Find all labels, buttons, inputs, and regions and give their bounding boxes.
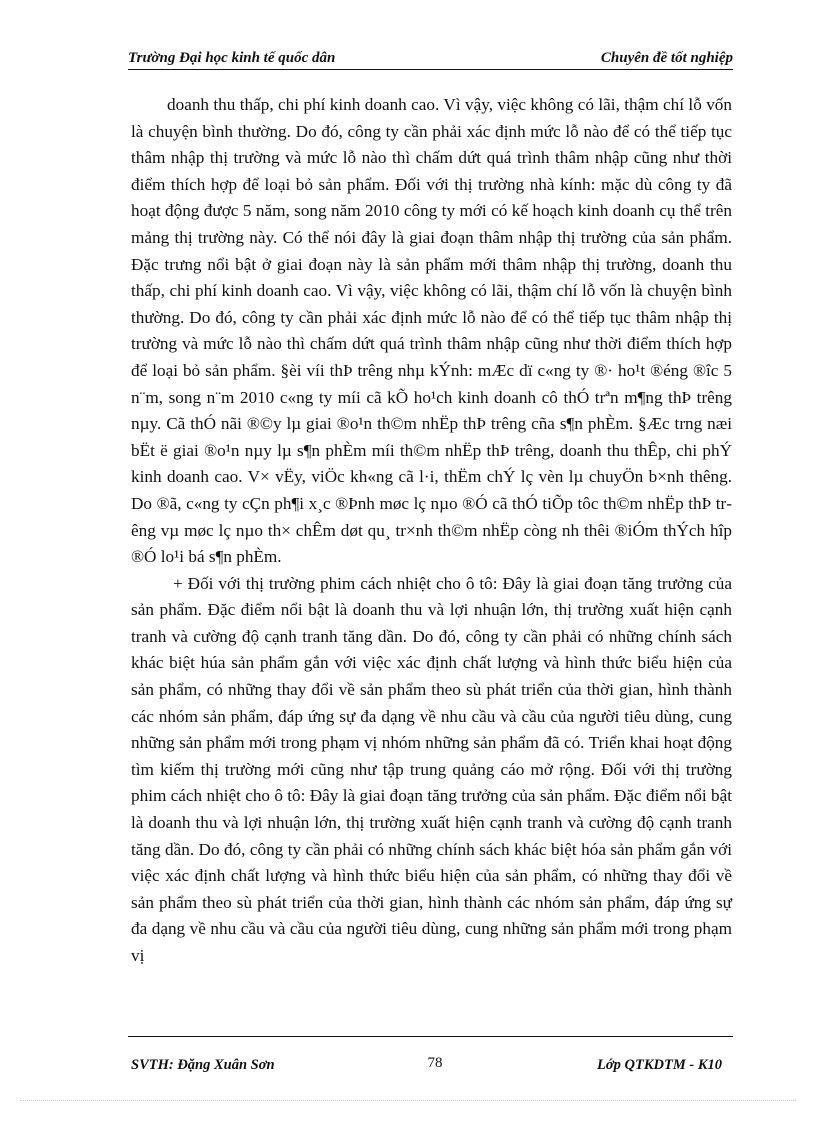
header-doc-type: Chuyên đề tốt nghiệp [600,50,733,66]
page-bottom-divider [20,1100,796,1101]
page-number: 78 [427,1055,443,1071]
page-body [131,92,732,970]
paragraph-2: + Đối với thị trường phim cách nhiệt cho ô tô: Đây là giai đoạn tăng trưởng của sản phẩm. Đặc điểm nổi bật là doanh thu và lợi nhuận lớn, thị trường xuất hiện cạnh tranh và cường độ cạnh tranh tăng dần. Do đó, công ty cần phải có những chính sách khác biệt húa sản phẩm gắn với việc xác định chất lượng và hình thức biểu hiện của sản phẩm, có những thay đổi về sản phẩm theo sù phát triển của thời gian, hình thành các nhóm sản phẩm, đáp ứng sự đa dạng về nhu cầu và cầu của người tiêu dùng, cung những sản phẩm mới trong phạm vị nhóm những sản phẩm đã có. Triển khai hoạt động tìm kiếm thị trường mới cũng như tập trung quảng cáo mở rộng. Đối với thị trường phim cách nhiệt cho ô tô: Đây là giai đoạn tăng trưởng của sản phẩm. Đặc điểm nổi bật là doanh thu và lợi nhuận lớn, thị trường xuất hiện cạnh tranh và cường độ cạnh tranh tăng dần. Do đó, công ty cần phải có những chính sách khác biệt hóa sản phẩm gắn với việc xác định chất lượng và hình thức biểu hiện của sản phẩm, có những thay đổi về sản phẩm theo sù phát triển của thời gian, hình thành các nhóm sản phẩm, đáp ứng sự đa dạng về nhu cầu và cầu của người tiêu dùng, cung những sản phẩm mới trong phạm vị [131,573,732,965]
header-rule [128,69,733,70]
footer-class: Lớp QTKDTM - K10 [597,1057,722,1073]
paragraph-1: doanh thu thấp, chi phí kinh doanh cao. Vì vậy, việc không có lãi, thậm chí lỗ vốn là chuyện bình thường. Do đó, công ty cần phải xác định mức lỗ nào để có thể tiếp tục thâm nhập thị trường và mức lỗ nào thì chấm dứt quá trình thâm nhập cũng như thời điểm thích hợp để loại bỏ sản phẩm. Đối với thị trường nhà kính: mặc dù công ty đã hoạt động được 5 năm, song năm 2010 công ty mới có kế hoạch kinh doanh cụ thể trên mảng thị trường này. Có thể nói đây là giai đoạn thâm nhập thị trường của sản phẩm. Đặc trưng nổi bật ở giai đoạn này là sản phẩm mới thâm nhập thị trường, doanh thu thấp, chi phí kinh doanh cao. Vì vậy, việc không có lãi, thậm chí lỗ vốn là chuyện bình thường. Do đó, công ty cần phải xác định mức lỗ nào để có thể tiếp tục thâm nhập thị trường và mức lỗ nào thì chấm dứt quá trình thâm nhập cũng như thời điểm thích hợp để loại bỏ sản phẩm. §èi víi thÞ trêng nhµ kÝnh: mÆc dï c«ng ty ®· ho¹t ®éng ®îc 5 n¨m, song n¨m 2010 c«ng ty míi cã kÕ ho¹ch kinh doanh cô thÓ trªn m¶ng thÞ trêng nµy. Cã thÓ nãi ®©y lµ giai ®o¹n th©m nhËp thÞ trêng cña s¶n phÈm. §Æc trng næi bËt ë giai ®o¹n nµy lµ s¶n phÈm míi th©m nhËp thÞ trêng, doanh thu thÊp, chi phÝ kinh doanh cao. V× vËy, viÖc kh«ng cã l·i, thËm chÝ lç vèn lµ chuyÖn b×nh thêng. Do ®ã, c«ng ty cÇn ph¶i x¸c ®Þnh møc lç nµo ®Ó cã thÓ tiÕp tôc th©m nhËp thÞ trêng vµ møc lç nµo th× chÊm døt qu¸ tr×nh th©m nhËp còng nh thêi ®iÓm thÝch hîp ®Ó lo¹i bá s¶n phÈm. [131,95,732,567]
footer-author: SVTH: Đặng Xuân Sơn [131,1057,275,1073]
page-header [128,50,733,70]
header-school: Trường Đại học kinh tế quốc dân [128,50,336,66]
footer-rule [128,1036,733,1037]
